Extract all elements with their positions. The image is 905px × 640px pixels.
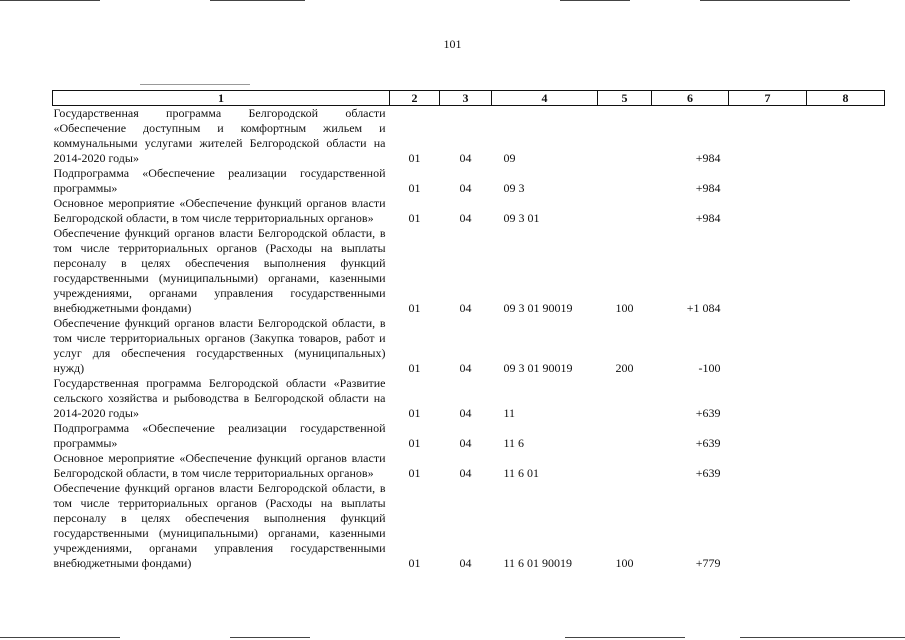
row-expense-type bbox=[598, 166, 652, 196]
page-number: 101 bbox=[443, 37, 462, 51]
table-row bbox=[53, 421, 885, 451]
row-section-code: 01 bbox=[408, 436, 421, 450]
row-amount: -100 bbox=[698, 361, 721, 375]
row-col8 bbox=[807, 376, 885, 421]
row-subsection-code: 04 bbox=[459, 151, 472, 165]
row-amount: +984 bbox=[695, 181, 721, 195]
row-expense-type: 100 bbox=[615, 556, 634, 570]
header-cell-8: 8 bbox=[807, 91, 885, 106]
row-expense-type: 200 bbox=[615, 361, 634, 375]
row-target-article: 11 6 01 bbox=[503, 466, 540, 480]
scan-edge-line bbox=[210, 0, 305, 1]
row-description: Обеспечение функций органов власти Белгородской области, в том числе территориальных органов (Расходы на выплаты персоналу в целях обеспечения выполнения функций государственными (муниципальными) органами, казенными учреждениями, органами управления государственными внебюджетными фондами) bbox=[53, 481, 386, 570]
row-expense-type bbox=[598, 106, 652, 167]
row-section-code: 01 bbox=[408, 466, 421, 480]
scan-edge-line bbox=[565, 637, 685, 638]
row-amount: +639 bbox=[695, 436, 721, 450]
row-col7 bbox=[729, 226, 807, 316]
row-amount: +1 084 bbox=[686, 301, 721, 315]
header-row bbox=[53, 91, 885, 106]
header-cell-3: 3 bbox=[440, 91, 492, 106]
scan-edge-line bbox=[700, 0, 850, 1]
row-col7 bbox=[729, 451, 807, 481]
header-cell-6: 6 bbox=[652, 91, 729, 106]
row-subsection-code: 04 bbox=[459, 211, 472, 225]
row-subsection-code: 04 bbox=[459, 181, 472, 195]
scan-edge-line bbox=[0, 637, 120, 638]
row-expense-type bbox=[598, 196, 652, 226]
row-amount: +779 bbox=[695, 556, 721, 570]
row-col8 bbox=[807, 451, 885, 481]
table-row bbox=[53, 451, 885, 481]
row-col8 bbox=[807, 481, 885, 571]
row-target-article: 09 bbox=[503, 151, 516, 165]
header-cell-7: 7 bbox=[729, 91, 807, 106]
row-col8 bbox=[807, 106, 885, 167]
row-col8 bbox=[807, 196, 885, 226]
row-subsection-code: 04 bbox=[459, 466, 472, 480]
scan-edge-line bbox=[560, 0, 630, 1]
row-section-code: 01 bbox=[408, 301, 421, 315]
row-description: Обеспечение функций органов власти Белгородской области, в том числе территориальных органов (Закупка товаров, работ и услуг для обеспечения государственных (муниципальных) нужд) bbox=[53, 316, 386, 375]
row-description: Государственная программа Белгородской области «Развитие сельского хозяйства и рыбоводства в Белгородской области на 2014-2020 годы» bbox=[53, 376, 386, 420]
header-cell-5: 5 bbox=[598, 91, 652, 106]
row-target-article: 09 3 01 90019 bbox=[503, 361, 573, 375]
row-description: Основное мероприятие «Обеспечение функций органов власти Белгородской области, в том числе территориальных органов» bbox=[53, 451, 386, 480]
header-cell-1: 1 bbox=[53, 91, 390, 106]
row-expense-type: 100 bbox=[615, 301, 634, 315]
row-subsection-code: 04 bbox=[459, 361, 472, 375]
row-subsection-code: 04 bbox=[459, 436, 472, 450]
row-description: Подпрограмма «Обеспечение реализации государственной программы» bbox=[53, 166, 386, 195]
row-target-article: 09 3 bbox=[503, 181, 525, 195]
row-target-article: 11 bbox=[503, 406, 516, 420]
row-col8 bbox=[807, 421, 885, 451]
budget-table bbox=[52, 90, 885, 571]
row-col7 bbox=[729, 106, 807, 167]
table-row bbox=[53, 166, 885, 196]
row-section-code: 01 bbox=[408, 556, 421, 570]
row-target-article: 11 6 01 90019 bbox=[503, 556, 573, 570]
row-col8 bbox=[807, 316, 885, 376]
row-col8 bbox=[807, 226, 885, 316]
row-expense-type bbox=[598, 451, 652, 481]
scan-edge-line bbox=[740, 637, 905, 638]
row-description: Основное мероприятие «Обеспечение функций органов власти Белгородской области, в том числе территориальных органов» bbox=[53, 196, 386, 225]
row-section-code: 01 bbox=[408, 361, 421, 375]
header-cell-4: 4 bbox=[492, 91, 598, 106]
row-amount: +639 bbox=[695, 466, 721, 480]
scan-mark bbox=[140, 84, 250, 85]
table-row bbox=[53, 196, 885, 226]
table-row bbox=[53, 316, 885, 376]
row-section-code: 01 bbox=[408, 406, 421, 420]
row-subsection-code: 04 bbox=[459, 301, 472, 315]
row-col7 bbox=[729, 316, 807, 376]
table-row bbox=[53, 481, 885, 571]
row-target-article: 09 3 01 90019 bbox=[503, 301, 573, 315]
row-expense-type bbox=[598, 421, 652, 451]
row-col7 bbox=[729, 481, 807, 571]
row-section-code: 01 bbox=[408, 211, 421, 225]
row-subsection-code: 04 bbox=[459, 406, 472, 420]
scan-edge-line bbox=[0, 0, 100, 1]
row-section-code: 01 bbox=[408, 151, 421, 165]
row-amount: +984 bbox=[695, 151, 721, 165]
header-cell-2: 2 bbox=[390, 91, 440, 106]
table-row bbox=[53, 376, 885, 421]
row-target-article: 09 3 01 bbox=[503, 211, 540, 225]
row-col7 bbox=[729, 376, 807, 421]
row-subsection-code: 04 bbox=[459, 556, 472, 570]
row-col7 bbox=[729, 421, 807, 451]
row-col7 bbox=[729, 166, 807, 196]
row-section-code: 01 bbox=[408, 181, 421, 195]
row-expense-type bbox=[598, 376, 652, 421]
row-amount: +984 bbox=[695, 211, 721, 225]
row-col8 bbox=[807, 166, 885, 196]
row-description: Подпрограмма «Обеспечение реализации государственной программы» bbox=[53, 421, 386, 450]
row-target-article: 11 6 bbox=[503, 436, 525, 450]
scan-edge-line bbox=[230, 637, 310, 638]
table-row bbox=[53, 106, 885, 167]
row-col7 bbox=[729, 196, 807, 226]
table-row bbox=[53, 226, 885, 316]
row-description: Обеспечение функций органов власти Белгородской области, в том числе территориальных органов (Расходы на выплаты персоналу в целях обеспечения выполнения функций государственными (муниципальными) органами, казенными учреждениями, органами управления государственными внебюджетными фондами) bbox=[53, 226, 386, 315]
row-description: Государственная программа Белгородской области «Обеспечение доступным и комфортным жильем и коммунальными услугами жителей Белгородской области на 2014-2020 годы» bbox=[53, 106, 386, 165]
row-amount: +639 bbox=[695, 406, 721, 420]
